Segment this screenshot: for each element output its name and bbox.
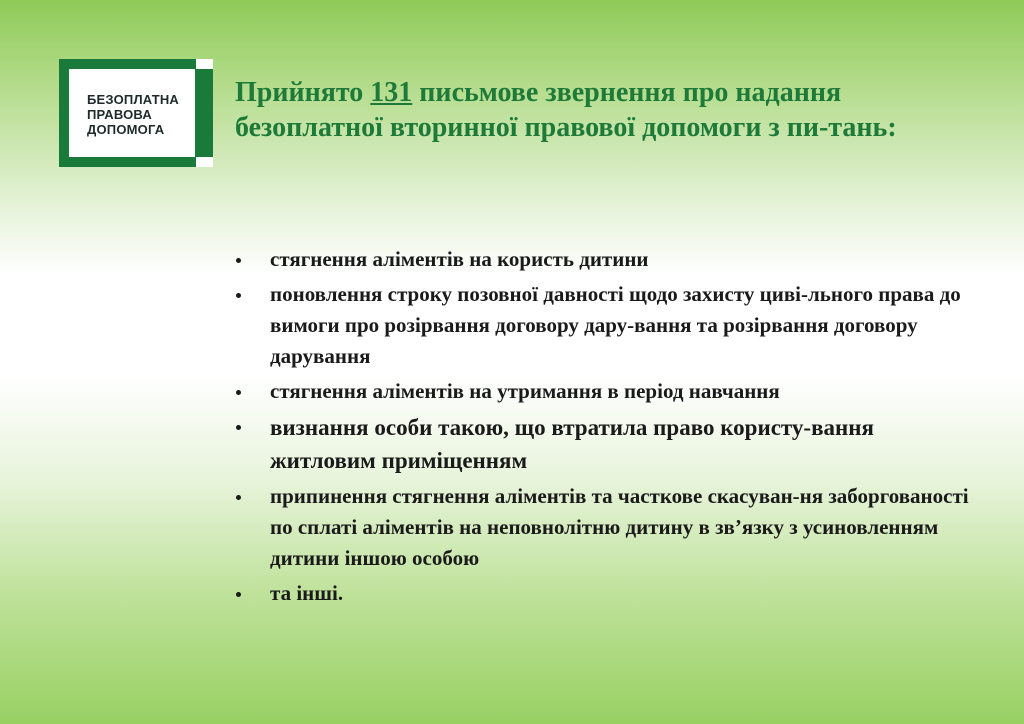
title-prefix: Прийнято (235, 77, 371, 108)
page-title (235, 75, 955, 145)
list-item (230, 578, 970, 609)
bullet-dot (236, 592, 241, 597)
list-item (230, 279, 970, 372)
logo-frame-gap-bottom (196, 157, 213, 167)
list-item-text: поновлення строку позовної давності щодо захисту циві-льного права до вимоги про розірвання договору дару-вання та розірвання договору дарування (270, 282, 961, 368)
list-item-text: припинення стягнення аліментів та часткове скасуван-ня заборгованості по сплаті аліментів на неповнолітню дитину в зв’язку з усиновленням дитини іншою особою (270, 484, 969, 570)
bullet-dot (236, 495, 241, 500)
title-suffix: письмове звернення про надання безоплатної вторинної правової допомоги з пи-тань: (235, 77, 897, 143)
logo-text (87, 92, 179, 137)
bullet-dot (236, 425, 241, 430)
list-item (230, 481, 970, 574)
list-item-text: стягнення аліментів на користь дитини (270, 247, 649, 271)
logo-frame-gap-top (196, 59, 213, 69)
logo-line-2: ПРАВОВА (87, 107, 152, 122)
list-item (230, 376, 970, 407)
list-item-text: та інші. (270, 581, 344, 605)
bullet-dot (236, 293, 241, 298)
logo-line-1: БЕЗОПЛАТНА (87, 92, 180, 107)
bullet-dot (236, 258, 241, 263)
title-count: 131 (370, 77, 413, 108)
logo-inner-panel (69, 69, 195, 157)
list-item-text: стягнення аліментів на утримання в період навчання (270, 379, 780, 403)
logo-line-3: ДОПОМОГА (87, 122, 165, 137)
list-item (230, 244, 970, 275)
logo (59, 59, 213, 167)
list-item (230, 411, 970, 477)
bullet-dot (236, 390, 241, 395)
list-item-text: визнання особи такою, що втратила право користу-вання житловим приміщенням (270, 415, 874, 473)
topics-list (230, 244, 970, 613)
